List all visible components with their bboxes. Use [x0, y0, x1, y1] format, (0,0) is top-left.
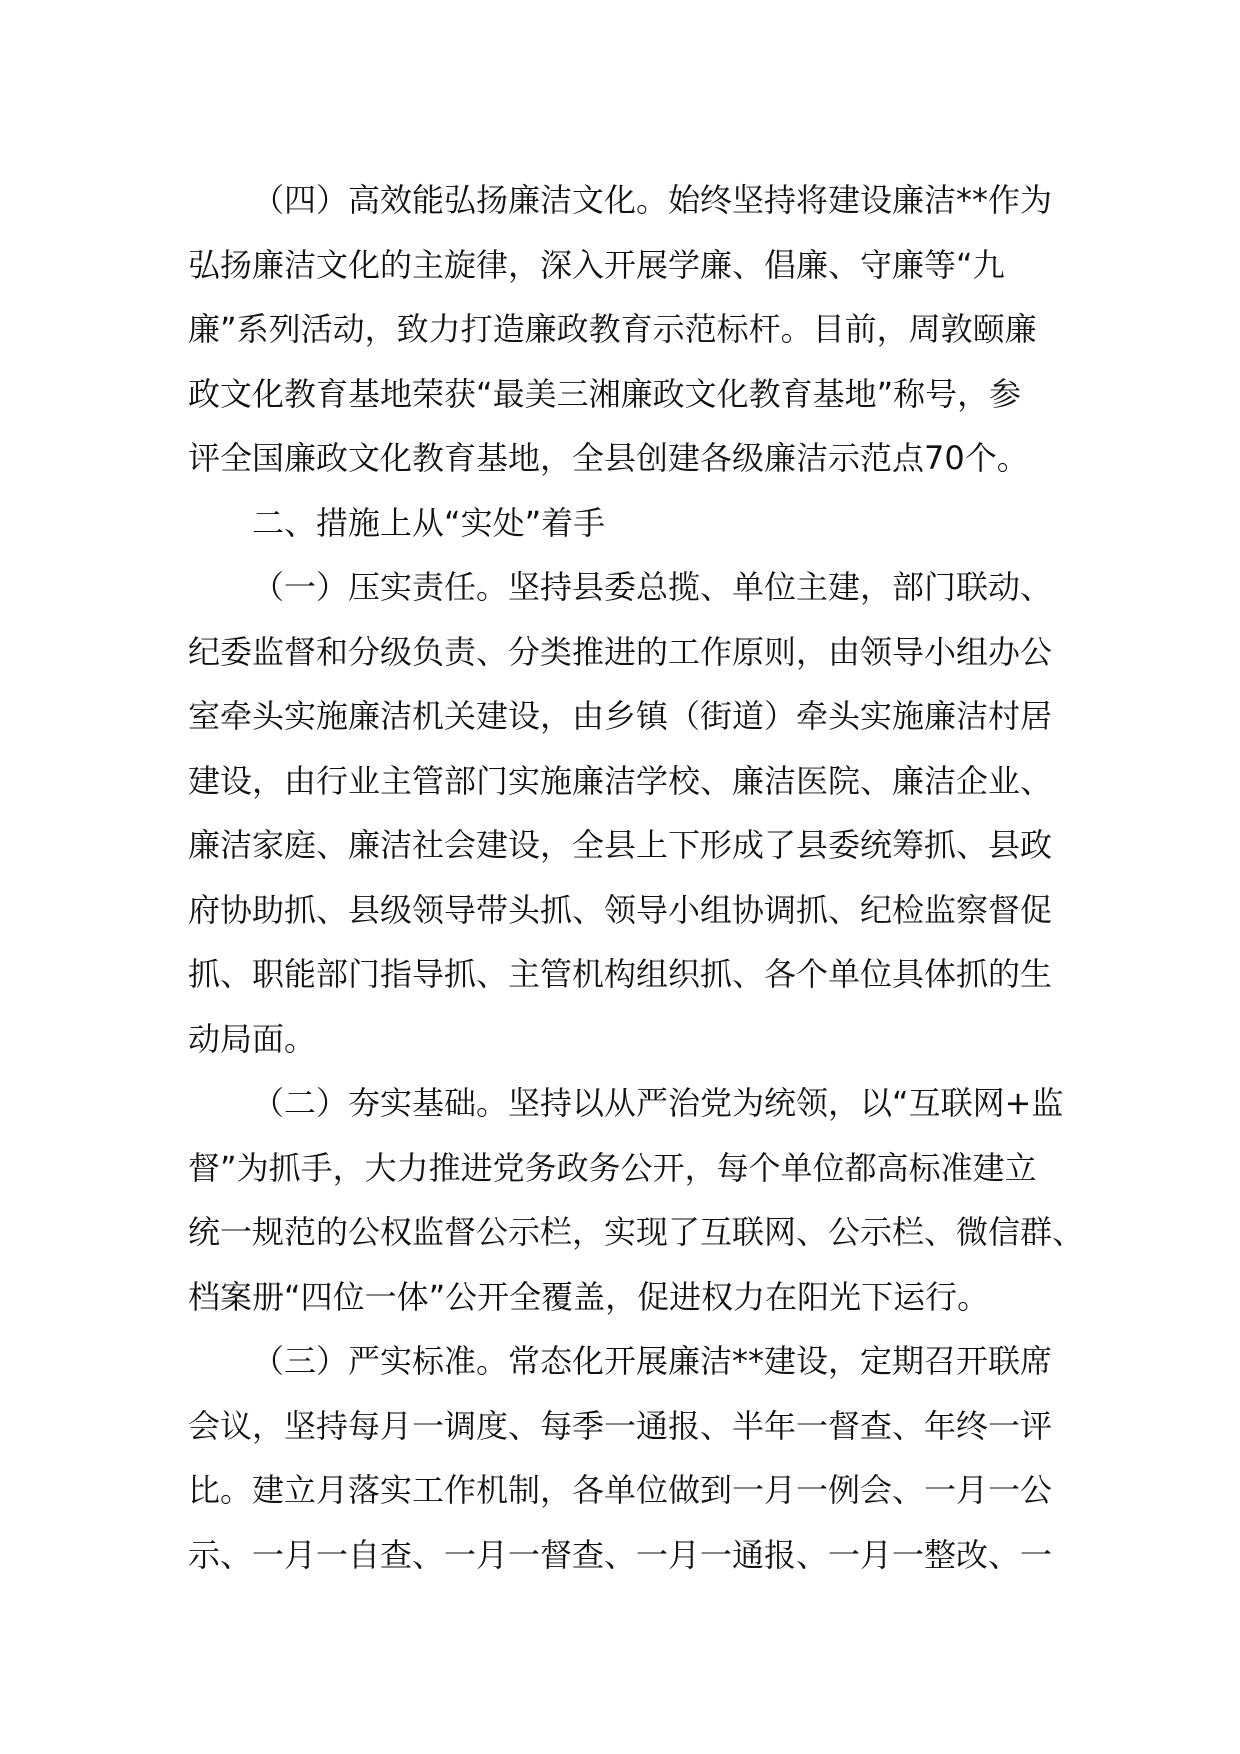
text-line: （二）夯实基础。坚持以从严治党为统领，以“互联网+监 — [252, 1084, 1064, 1122]
text-line: 纪委监督和分级负责、分类推进的工作原则，由领导小组办公 — [188, 632, 1053, 671]
text-line: 统一规范的公权监督公示栏，实现了互联网、公示栏、微信群、 — [188, 1213, 1085, 1251]
text-line: 比。建立月落实工作机制，各单位做到一月一例会、一月一公 — [188, 1471, 1053, 1509]
text-line: 会议，坚持每月一调度、每季一通报、半年一督查、年终一评 — [188, 1406, 1053, 1445]
text-line: 抓、职能部门指导抓、主管机构组织抓、各个单位具体抓的生 — [188, 955, 1053, 993]
document-body — [188, 168, 1085, 1587]
text-line: 政文化教育基地荣获“最美三湘廉政文化教育基地”称号，参 — [188, 374, 1022, 413]
section-heading: 二、措施上从“实处”着手 — [252, 503, 606, 542]
text-line: （四）高效能弘扬廉洁文化。始终坚持将建设廉洁**作为 — [252, 181, 1053, 219]
text-line: 档案册“四位一体”公开全覆盖，促进权力在阳光下运行。 — [188, 1277, 990, 1316]
text-line: 评全国廉政文化教育基地，全县创建各级廉洁示范点70个。 — [188, 439, 1029, 477]
text-line: 建设，由行业主管部门实施廉洁学校、廉洁医院、廉洁企业、 — [188, 761, 1053, 800]
text-line: 督”为抓手，大力推进党务政务公开，每个单位都高标准建立 — [188, 1148, 1037, 1187]
text-line: 廉洁家庭、廉洁社会建设，全县上下形成了县委统筹抓、县政 — [188, 826, 1053, 864]
text-line: 廉”系列活动，致力打造廉政教育示范标杆。目前，周敦颐廉 — [188, 310, 1037, 348]
text-line: （三）严实标准。常态化开展廉洁**建设，定期召开联席 — [252, 1342, 1053, 1380]
text-line: 动局面。 — [188, 1019, 317, 1058]
text-line: 弘扬廉洁文化的主旋律，深入开展学廉、倡廉、守廉等“九 — [188, 245, 1005, 284]
text-line: （一）压实责任。坚持县委总揽、单位主建，部门联动、 — [252, 568, 1053, 606]
text-line: 示、一月一自查、一月一督查、一月一通报、一月一整改、一 — [188, 1535, 1053, 1574]
text-line: 府协助抓、县级领导带头抓、领导小组协调抓、纪检监察督促 — [188, 890, 1053, 929]
text-line: 室牵头实施廉洁机关建设，由乡镇（街道）牵头实施廉洁村居 — [188, 697, 1053, 735]
